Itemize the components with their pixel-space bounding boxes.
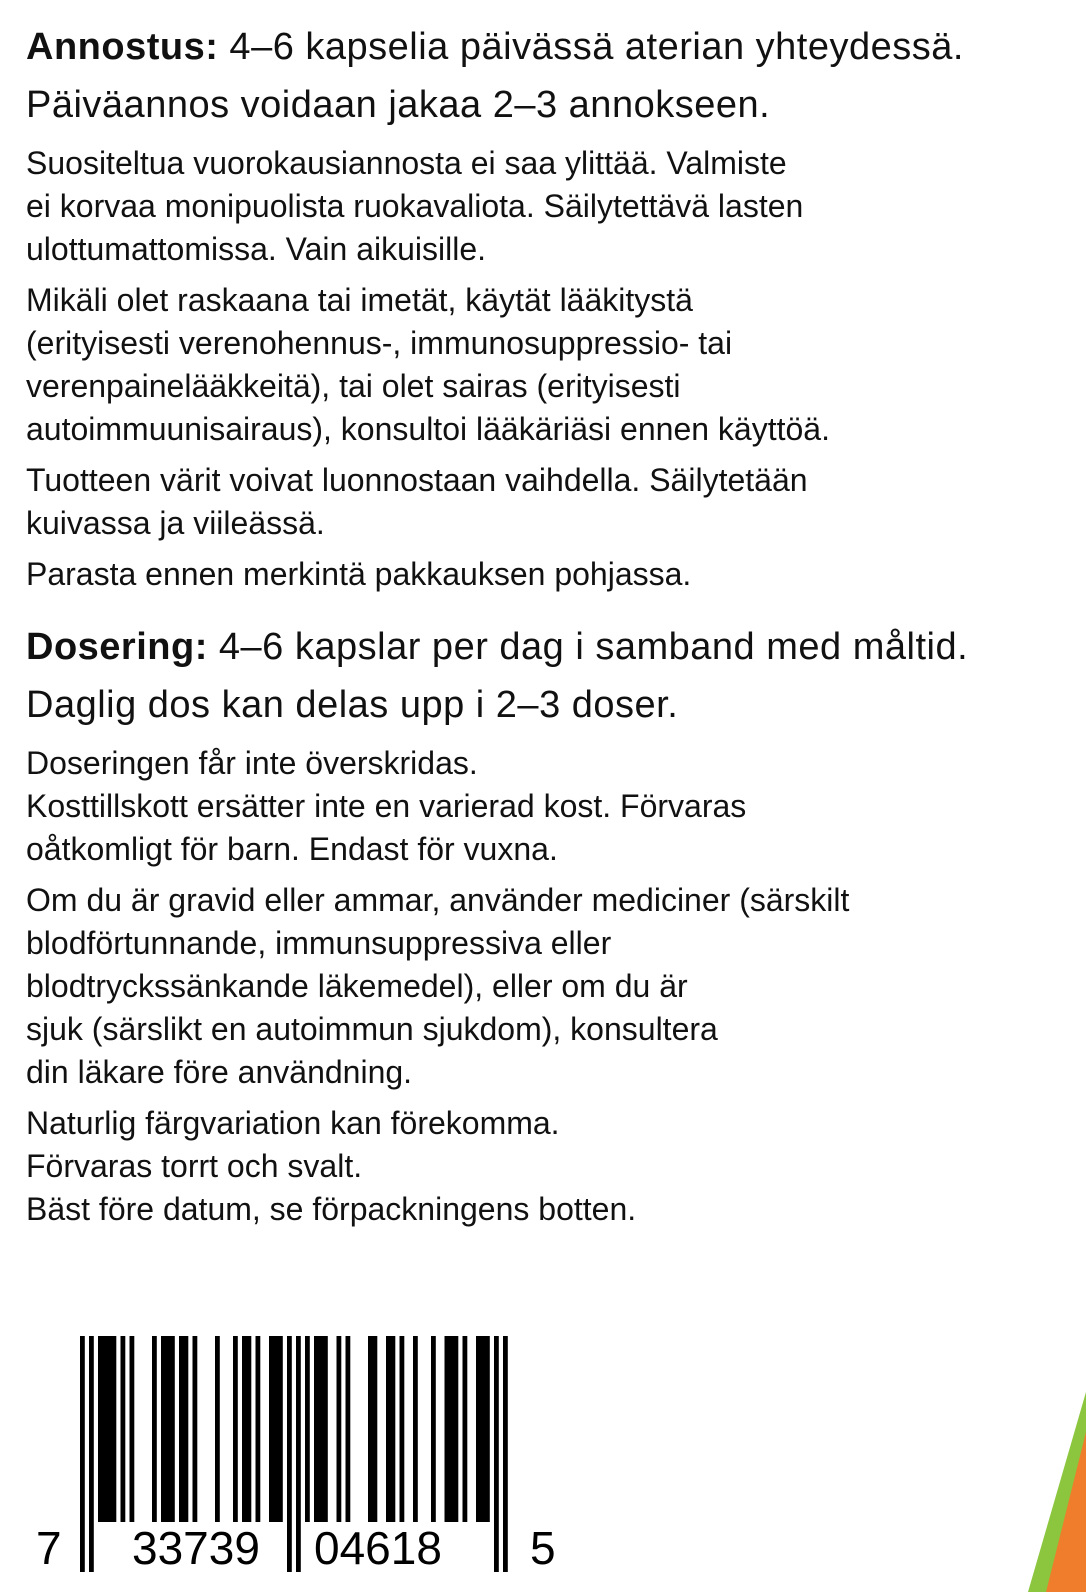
barcode-bar <box>431 1336 436 1522</box>
barcode-bar <box>161 1336 166 1522</box>
storage-paragraph-sv: Naturlig färgvariation kan förekomma. Förvaras torrt och svalt. Bäst före datum, se förpackningens botten. <box>26 1105 637 1227</box>
barcode-bar <box>368 1336 373 1522</box>
barcode-bar <box>287 1336 292 1572</box>
barcode-digit-first: 7 <box>36 1522 62 1574</box>
barcode-bar <box>476 1336 481 1522</box>
barcode-bar <box>179 1336 184 1522</box>
barcode-bar <box>373 1336 378 1522</box>
barcode-bar <box>233 1336 238 1522</box>
barcode-bar <box>305 1336 310 1522</box>
barcode-bar <box>445 1336 450 1522</box>
label-text <box>26 18 1076 1231</box>
barcode-bar <box>193 1336 198 1522</box>
barcode-bar <box>98 1336 103 1522</box>
barcode-bar <box>215 1336 220 1522</box>
barcode-digits-left: 33739 <box>132 1522 260 1574</box>
barcode-bar <box>184 1336 189 1522</box>
barcode-bar <box>314 1336 319 1522</box>
barcode-bar <box>256 1336 261 1522</box>
storage-paragraph-fi: Tuotteen värit voivat luonnostaan vaihdella. Säilytetään kuivassa ja viileässä. <box>26 462 808 541</box>
warning-paragraph-sv-2: Om du är gravid eller ammar, använder mediciner (särskilt blodförtunnande, immunsuppressiva eller blodtryckssänkande läkemedel), eller om du är sjuk (särslikt en autoimmun sjukdom), konsultera din läkare före användning. <box>26 882 850 1090</box>
barcode-bar <box>130 1336 135 1522</box>
barcode-bar <box>391 1336 396 1522</box>
barcode-bar <box>400 1336 405 1522</box>
barcode-bar <box>386 1336 391 1522</box>
barcode-bar <box>269 1336 274 1522</box>
barcode-bar <box>454 1336 459 1522</box>
barcode-bar <box>337 1336 342 1522</box>
barcode-bar <box>296 1336 301 1572</box>
barcode-bar <box>274 1336 279 1522</box>
barcode-bar <box>107 1336 112 1522</box>
dosage-keyword-fi: Annostus: <box>26 26 219 68</box>
best-before-fi: Parasta ennen merkintä pakkauksen pohjassa. <box>26 556 692 592</box>
warning-paragraph-fi-1: Suositeltua vuorokausiannosta ei saa ylittää. Valmiste ei korvaa monipuolista ruokavaliota. Säilytettävä lasten ulottumattomissa. Vain aikuisille. <box>26 145 804 267</box>
barcode-bar <box>323 1336 328 1522</box>
barcode-bar <box>80 1336 85 1572</box>
barcode-digit-last: 5 <box>530 1522 556 1574</box>
barcode-bar <box>494 1336 499 1572</box>
barcode-bar <box>242 1336 247 1522</box>
barcode-digits-right: 04618 <box>314 1522 442 1574</box>
warning-paragraph-sv-1: Doseringen får inte överskridas. Kosttillskott ersätter inte en varierad kost. Förvaras oåtkomligt för barn. Endast för vuxna. <box>26 745 747 867</box>
barcode-bar <box>319 1336 324 1522</box>
barcode-bar <box>121 1336 126 1522</box>
dosage-fi <box>26 18 1076 134</box>
barcode-bar <box>485 1336 490 1522</box>
barcode-bar <box>449 1336 454 1522</box>
barcode-bar <box>463 1336 468 1522</box>
barcode-bar <box>170 1336 175 1522</box>
barcode-bar <box>103 1336 108 1522</box>
barcode-bar <box>413 1336 418 1522</box>
dosage-sv <box>26 618 1076 734</box>
barcode-bar <box>247 1336 252 1522</box>
warning-paragraph-fi-2: Mikäli olet raskaana tai imetät, käytät lääkitystä (erityisesti verenohennus-, immunosuppressio- tai verenpainelääkkeitä), tai olet sairas (erityisesti autoimmuunisairaus), konsultoi lääkäriäsi ennen käyttöä. <box>26 282 830 447</box>
barcode-bar <box>112 1336 117 1522</box>
barcode-bar <box>481 1336 486 1522</box>
barcode-bar <box>166 1336 171 1522</box>
barcode-bar <box>152 1336 157 1522</box>
barcode-bar <box>278 1336 283 1522</box>
corner-decoration <box>1006 1352 1086 1592</box>
dosage-keyword-sv: Dosering: <box>26 626 208 668</box>
barcode <box>36 1336 576 1576</box>
barcode-bar <box>89 1336 94 1572</box>
dosage-text-fi: 4–6 kapselia päivässä aterian yhteydessä. Päiväannos voidaan jakaa 2–3 annokseen. <box>26 26 964 126</box>
barcode-bar <box>346 1336 351 1522</box>
dosage-text-sv: 4–6 kapslar per dag i samband med måltid. Daglig dos kan delas upp i 2–3 doser. <box>26 626 969 726</box>
barcode-bar <box>503 1336 508 1572</box>
